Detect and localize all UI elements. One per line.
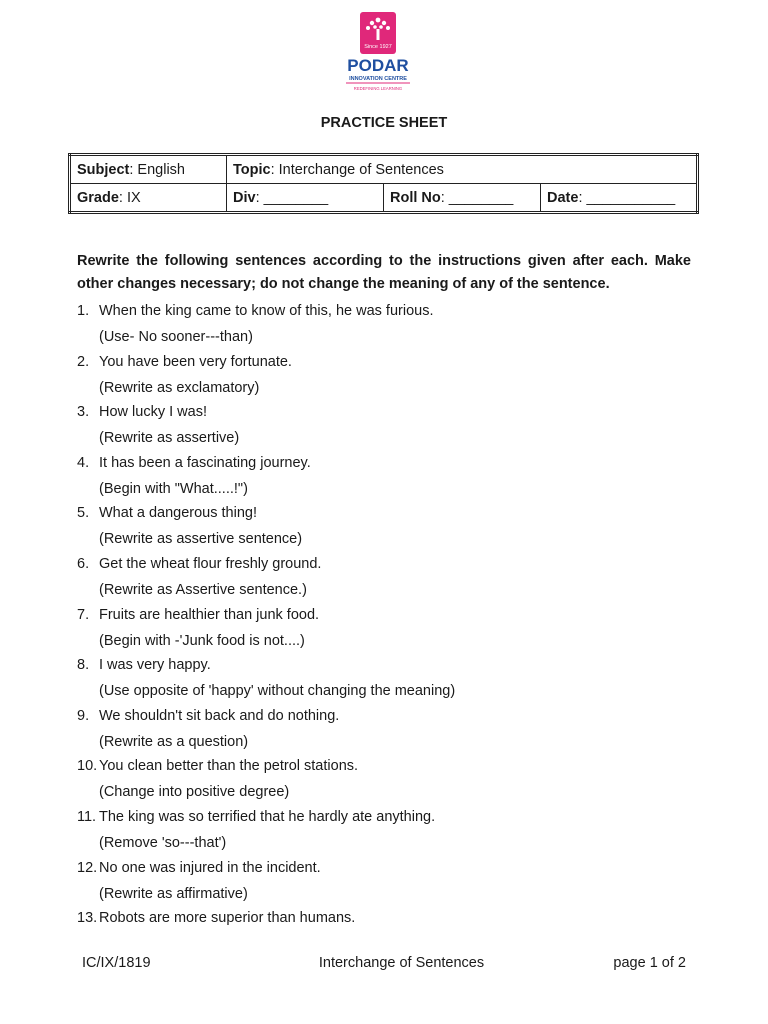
question-number: 1. (77, 303, 90, 319)
logo-brand: PODAR (347, 56, 409, 75)
question-instruction: (Rewrite as Assertive sentence.) (99, 581, 307, 598)
question-text: The king was so terrified that he hardly ate anything. (99, 808, 436, 825)
question-text: What a dangerous thing! (99, 505, 257, 522)
info-row-subject (70, 155, 698, 184)
logo-badge-text: Since 1927 (364, 44, 392, 50)
info-row-grade (70, 184, 698, 213)
question-instruction: (Use opposite of 'happy' without changing the meaning) (99, 683, 456, 700)
question-instruction: (Rewrite as exclamatory) (99, 379, 260, 396)
question-instruction: (Begin with "What.....!") (99, 480, 248, 497)
footer-topic: Interchange of Sentences (318, 955, 485, 971)
question-item (77, 604, 697, 655)
question-number: 7. (77, 606, 90, 623)
question-text: I was very happy. (99, 657, 211, 674)
question-number: 3. (77, 404, 90, 421)
question-text: You clean better than the petrol stations. (99, 758, 359, 775)
grade-cell (70, 184, 227, 213)
question-item (77, 553, 697, 604)
question-text: When the king came to know of this, he was furious. (99, 303, 434, 319)
question-text: No one was injured in the incident. (99, 859, 321, 876)
question-instruction: (Rewrite as assertive) (99, 430, 240, 447)
question-number: 6. (77, 555, 90, 572)
subject-value: : English (129, 161, 185, 178)
question-instruction: (Use- No sooner---than) (99, 329, 253, 345)
div-value: : ________ (255, 189, 329, 206)
div-cell (227, 184, 384, 213)
question-instruction: (Rewrite as assertive sentence) (99, 531, 303, 548)
footer-page-number: page 1 of 2 (613, 955, 686, 971)
question-item (77, 857, 697, 908)
roll-label: Roll No (390, 189, 441, 206)
question-number: 8. (77, 657, 90, 674)
question-list (77, 300, 697, 958)
topic-label: Topic (233, 161, 271, 178)
logo-tagline: REDEFINING LEARNING (353, 86, 403, 91)
question-text: It has been a fascinating journey. (99, 454, 311, 471)
question-number: 4. (77, 454, 90, 471)
question-number: 13. (77, 910, 98, 927)
question-text: How lucky I was! (99, 404, 207, 421)
question-item (77, 907, 697, 958)
question-instruction: (Rewrite as affirmative) (99, 885, 248, 902)
div-label: Div (233, 189, 256, 206)
page-title: PRACTICE SHEET (320, 115, 448, 131)
topic-cell (227, 155, 698, 184)
question-text: You have been very fortunate. (99, 353, 292, 370)
grade-value: : IX (118, 189, 141, 206)
question-text: We shouldn't sit back and do nothing. (99, 707, 340, 724)
question-item (77, 351, 697, 402)
question-item (77, 401, 697, 452)
subject-label: Subject (77, 161, 130, 178)
footer-code: IC/IX/1819 (82, 955, 151, 971)
question-text: Robots are more superior than humans. (99, 910, 356, 927)
logo-subtitle: INNOVATION CENTRE (349, 76, 407, 82)
grade-label: Grade (77, 189, 119, 206)
date-value: : ___________ (578, 189, 676, 206)
question-item (77, 300, 697, 351)
question-text: Fruits are healthier than junk food. (99, 606, 320, 623)
roll-value: : ________ (440, 189, 514, 206)
student-info-table (68, 153, 699, 214)
question-number: 10. (77, 758, 98, 775)
question-number: 2. (77, 353, 90, 370)
question-instruction: (Change into positive degree) (99, 784, 290, 801)
roll-cell (384, 184, 541, 213)
question-item (77, 705, 697, 756)
date-cell (541, 184, 698, 213)
question-item (77, 806, 697, 857)
instructions-paragraph: Rewrite the following sentences according to the instructions given after each. Make other changes necessary; do not change the meaning of any of the sentence. (77, 253, 691, 292)
question-instruction: (Begin with -'Junk food is not....) (99, 632, 305, 649)
question-item (77, 755, 697, 806)
date-label: Date (547, 189, 579, 206)
question-item (77, 654, 697, 705)
subject-cell (70, 155, 227, 184)
topic-value: : Interchange of Sentences (270, 161, 444, 178)
question-item (77, 452, 697, 503)
question-text: Get the wheat flour freshly ground. (99, 555, 322, 572)
question-number: 11. (77, 808, 97, 825)
question-number: 12. (77, 859, 98, 876)
question-number: 5. (77, 505, 90, 522)
question-instruction: (Remove 'so---that') (99, 834, 227, 851)
question-instruction: (Rewrite as a question) (99, 733, 249, 750)
podar-logo (330, 10, 426, 96)
question-item (77, 502, 697, 553)
question-number: 9. (77, 707, 90, 724)
